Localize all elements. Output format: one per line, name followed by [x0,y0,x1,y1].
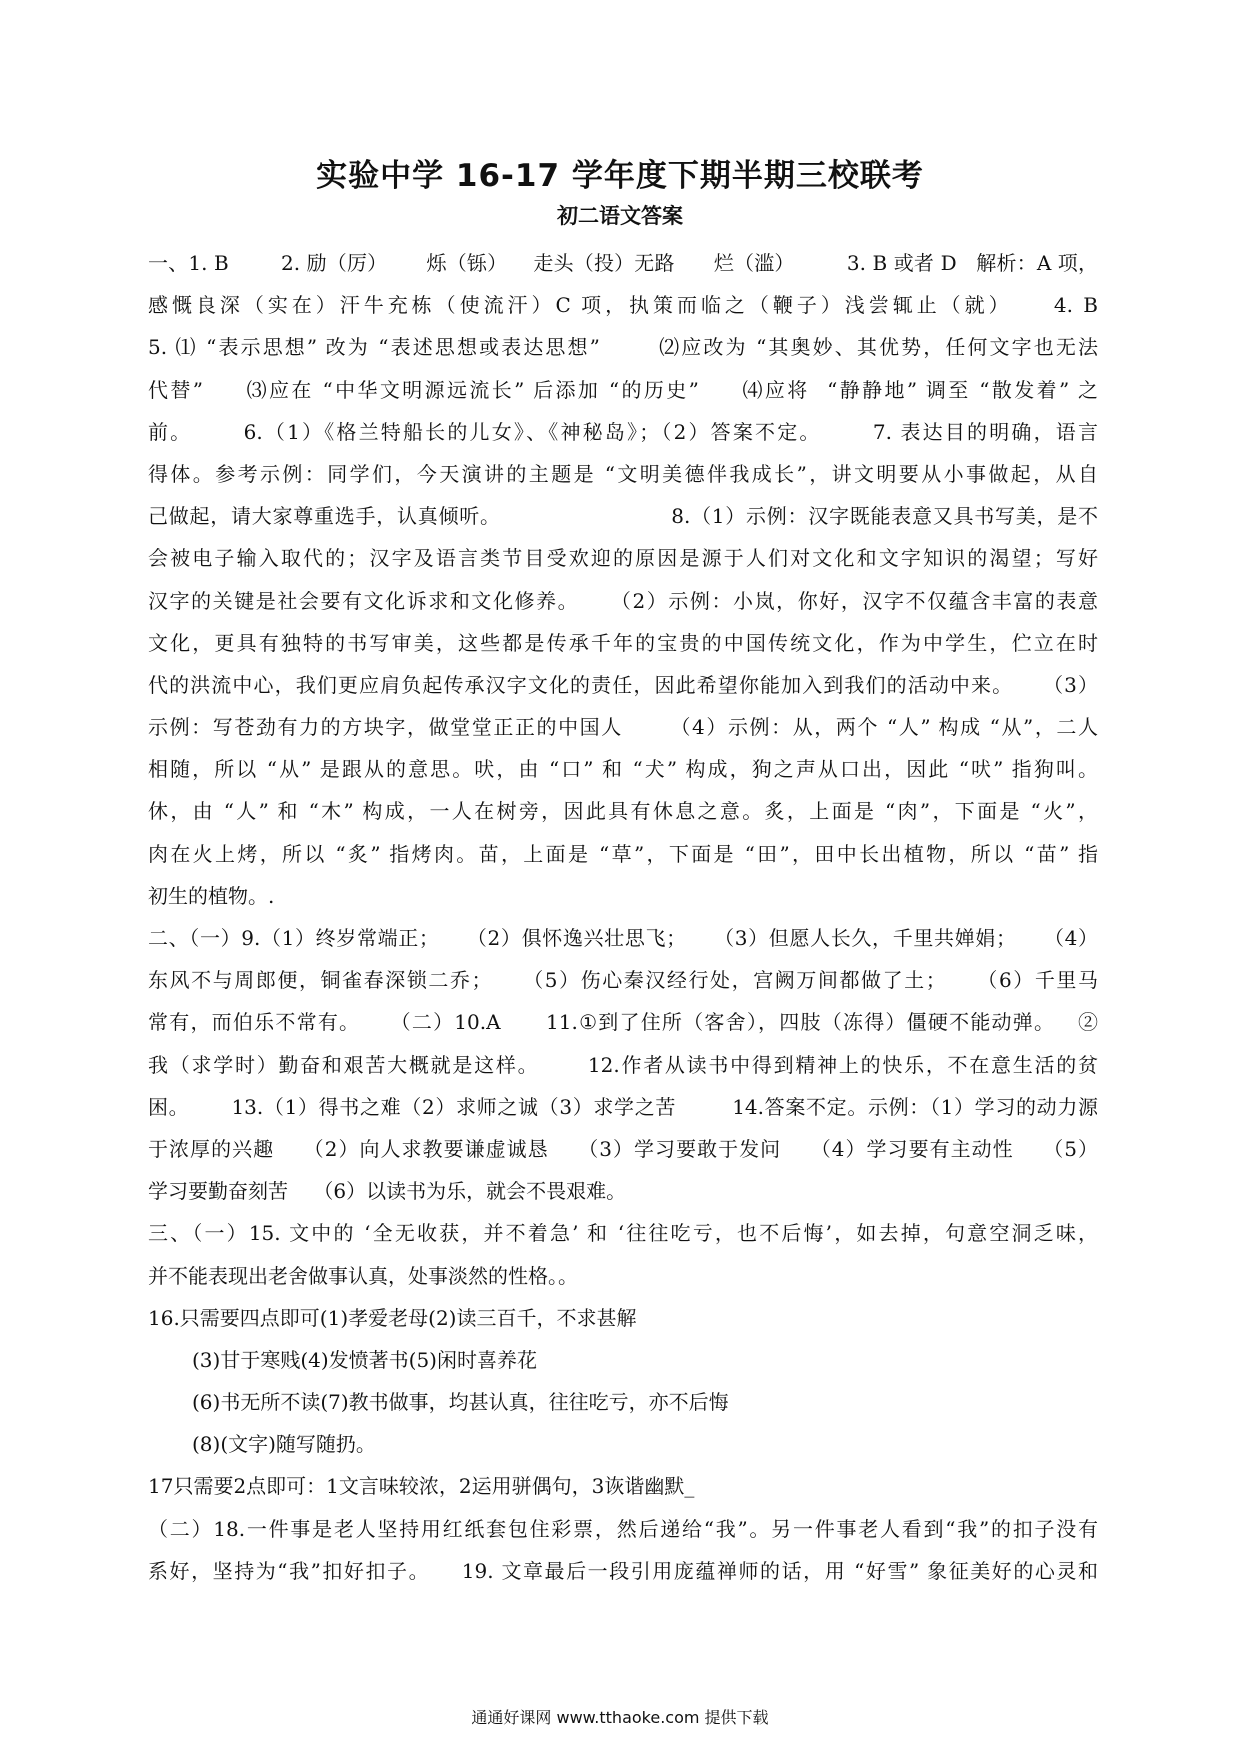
text-line: 一、1. B 2. 励（厉） 烁（铄） 走头（投）无路 烂（滥） 3. B 或者 D 解析：A 项， [148,251,1098,275]
text-line: (8)(文字)随写随扔。 [192,1432,376,1457]
answer-body [148,242,1098,1592]
text-line: 得体。参考示例：同学们，今天演讲的主题是 “文明美德伴我成长”，讲文明要从小事做起，从自 [148,461,1098,486]
text-line: 17只需要2点即可：1文言味较浓，2运用骈偶句，3诙谐幽默_ [148,1474,695,1499]
text-line: 相随，所以 “从” 是跟从的意思。吠，由 “口” 和 “犬” 构成，狗之声从口出，因此 “吠” 指狗叫。 [148,757,1098,782]
text-line: （二）18.一件事是老人坚持用红纸套包住彩票，然后递给“我”。另一件事老人看到“我”的扣子没有 [148,1516,1098,1541]
text-line: 于浓厚的兴趣 （2）向人求教要谦虚诚恳 （3）学习要敢于发问 （4）学习要有主动性 （5） [148,1136,1098,1161]
text-line: 我（求学时）勤奋和艰苦大概就是这样。 12.作者从读书中得到精神上的快乐，不在意生活的贫 [148,1052,1098,1077]
text-line: 二、（一）9.（1）终岁常端正； （2）俱怀逸兴壮思飞； （3）但愿人长久，千里共婵娟； （4） [148,926,1098,950]
text-line: 文化，更具有独特的书写审美，这些都是传承千年的宝贵的中国传统文化，作为中学生，伫立在时 [148,630,1098,655]
footer-download-note: 通通好课网 www.tthaoke.com 提供下载 [471,1708,769,1727]
text-line: 学习要勤奋刻苦 （6）以读书为乐，就会不畏艰难。 [148,1179,627,1204]
document-subtitle: 初二语文答案 [557,204,683,228]
text-line: 初生的植物。. [148,883,275,908]
text-line: 16.只需要四点即可(1)孝爱老母(2)读三百千，不求甚解 [148,1305,637,1330]
text-line: 感慨良深（实在）汗牛充栋（使流汗）C 项，执策而临之（鞭子）浅尝辄止（就） 4. B [148,293,1098,318]
document-title: 实验中学 16-17 学年度下期半期三校联考 [316,158,924,194]
text-line: 肉在火上烤，所以 “炙” 指烤肉。苗，上面是 “草”，下面是 “田”，田中长出植物，所以 “苗” 指 [148,841,1098,866]
text-line: 代的洪流中心，我们更应肩负起传承汉字文化的责任，因此希望你能加入到我们的活动中来。 （3） [148,672,1098,697]
text-line: 前。 6.（1）《格兰特船长的儿女》、《神秘岛》；（2）答案不定。 7. 表达目的明确，语言 [148,419,1098,444]
text-line: 并不能表现出老舍做事认真，处事淡然的性格。。 [148,1263,578,1288]
text-line: 己做起，请大家尊重选手，认真倾听。 8.（1）示例：汉字既能表意又具书写美，是不 [148,504,1098,529]
text-line: (6)书无所不读(7)教书做事，均甚认真，往往吃亏，亦不后悔 [192,1390,729,1415]
text-line: 会被电子输入取代的；汉字及语言类节目受欢迎的原因是源于人们对文化和文字知识的渴望；写好 [148,546,1098,571]
text-line: 代替” ⑶应在 “中华文明源远流长” 后添加 “的历史” ⑷应将 “静静地” 调至 “散发着” 之 [148,377,1098,402]
text-line: 困。 13.（1）得书之难（2）求师之诚（3）求学之苦 14.答案不定。示例：（1）学习的动力源 [148,1094,1098,1119]
text-line: 东风不与周郎便，铜雀春深锁二乔； （5）伤心秦汉经行处，宫阙万间都做了土； （6）千里马 [148,968,1098,993]
text-line: 常有，而伯乐不常有。 （二）10.A 11.①到了住所（客舍），四肢（冻得）僵硬不能动弹。 ② [148,1010,1098,1035]
text-line: 休，由 “人” 和 “木” 构成，一人在树旁，因此具有休息之意。炙，上面是 “肉”，下面是 “火”， [148,799,1098,824]
text-line: (3)甘于寒贱(4)发愤著书(5)闲时喜养花 [192,1347,537,1372]
text-line: 三、（一）15. 文中的 ‘全无收获，并不着急’ 和 ‘往往吃亏，也不后悔’，如去掉，句意空洞乏味， [148,1221,1098,1246]
text-line: 示例：写苍劲有力的方块字，做堂堂正正的中国人 （4）示例：从，两个 “人” 构成 “从”，二人 [148,715,1098,740]
text-line: 汉字的关键是社会要有文化诉求和文化修养。 （2）示例：小岚，你好，汉字不仅蕴含丰富的表意 [148,588,1098,613]
text-line: 系好，坚持为“我”扣好扣子。 19. 文章最后一段引用庞蕴禅师的话，用 “好雪” 象征美好的心灵和 [148,1558,1098,1583]
text-line: 5. ⑴ “表示思想” 改为 “表述思想或表达思想” ⑵应改为 “其奥妙、其优势，任何文字也无法 [148,335,1098,360]
